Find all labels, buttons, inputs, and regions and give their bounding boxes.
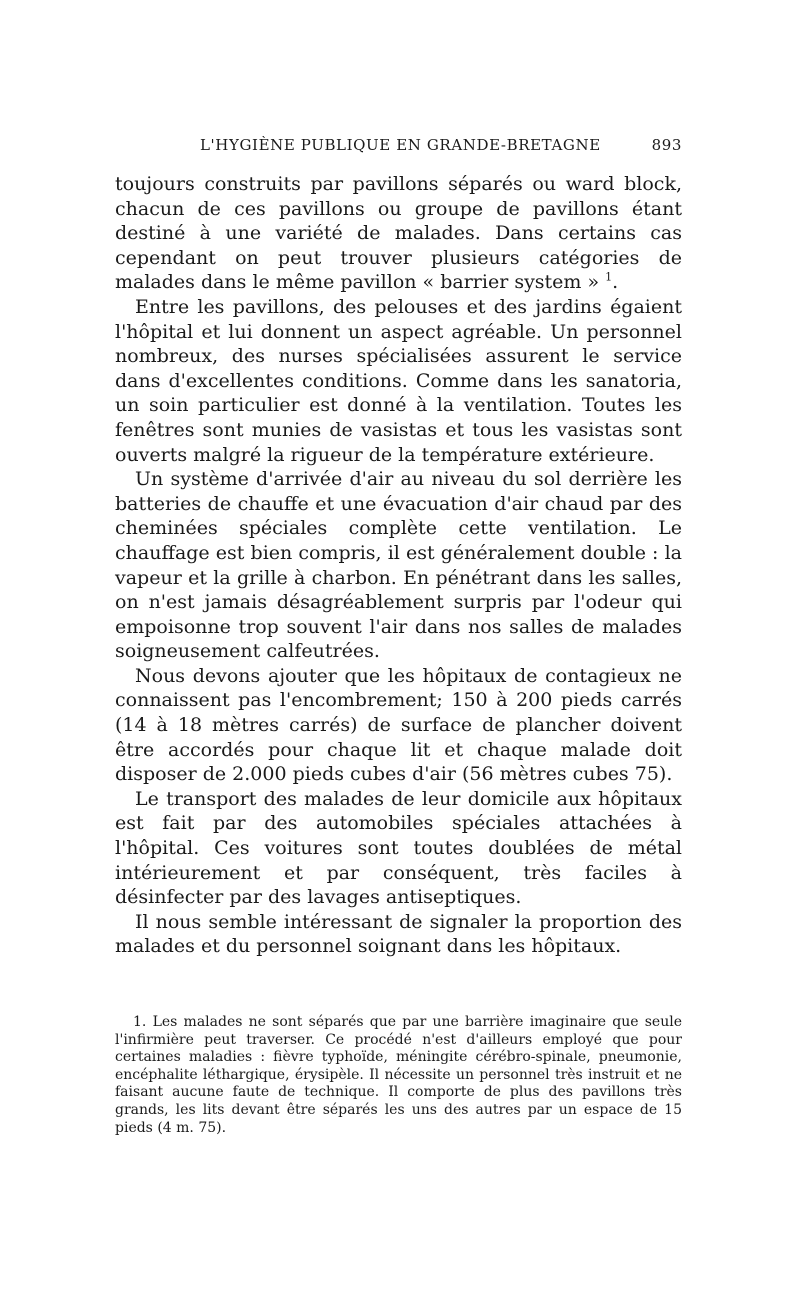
paragraph: Le transport des malades de leur domicile aux hôpitaux est fait par des automobiles spéciales attachées à l'hôpital. Ces voitures sont toutes doublées de métal intérieurement et par conséquent, très faciles à désinfecter par des lavages antiseptiques. (115, 787, 682, 909)
body-text (115, 172, 682, 959)
paragraph: Nous devons ajouter que les hôpitaux de contagieux ne connaissent pas l'encombrement; 150 à 200 pieds carrés (14 à 18 mètres carrés) de surface de plancher doivent être accordés pour chaque lit et chaque malade doit disposer de 2.000 pieds cubes d'air (56 mètres cubes 75). (115, 664, 682, 786)
page-number: 893 (651, 136, 682, 154)
paragraph (115, 172, 682, 295)
paragraph: Il nous semble intéressant de signaler la proportion des malades et du personnel soignant dans les hôpitaux. (115, 910, 682, 958)
page-header (200, 136, 682, 158)
paragraph: Entre les pavillons, des pelouses et des jardins égaient l'hôpital et lui donnent un aspect agréable. Un personnel nombreux, des nurses spécialisées assurent le service dans d'excellentes conditions. Comme dans les sanatoria, un soin particulier est donné à la ventilation. Toutes les fenêtres sont munies de vasistas et tous les vasistas sont ouverts malgré la rigueur de la température extérieure. (115, 295, 682, 466)
running-title: L'HYGIÈNE PUBLIQUE EN GRANDE-BRETAGNE (200, 136, 601, 154)
paragraph-end: . (612, 271, 619, 294)
footnote: 1. Les malades ne sont séparés que par une barrière imaginaire que seule l'infirmière peut traverser. Ce procédé n'est d'ailleurs employé que pour certaines maladies : fièvre typhoïde, méningite cérébro-spinale, pneumonie, encéphalite léthargique, érysipèle. Il nécessite un personnel très instruit et ne faisant aucune faute de technique. Il comporte de plus des pavillons très grands, les lits devant être séparés les uns des autres par un espace de 15 pieds (4 m. 75). (115, 1014, 682, 1136)
footnotes (115, 1014, 682, 1137)
footnote-reference: 1 (605, 271, 613, 285)
paragraph-text: toujours construits par pavillons séparés ou ward block, chacun de ces pavillons ou groupe de pavillons étant destiné à une variété de malades. Dans certains cas cependant on peut trouver plusieurs catégories de malades dans le même pavillon « barrier system » (115, 173, 682, 294)
paragraph: Un système d'arrivée d'air au niveau du sol derrière les batteries de chauffe et une évacuation d'air chaud par des cheminées spéciales complète cette ventilation. Le chauffage est bien compris, il est généralement double : la vapeur et la grille à charbon. En pénétrant dans les salles, on n'est jamais désagréablement surpris par l'odeur qui empoisonne trop souvent l'air dans nos salles de malades soigneusement calfeutrées. (115, 468, 682, 663)
